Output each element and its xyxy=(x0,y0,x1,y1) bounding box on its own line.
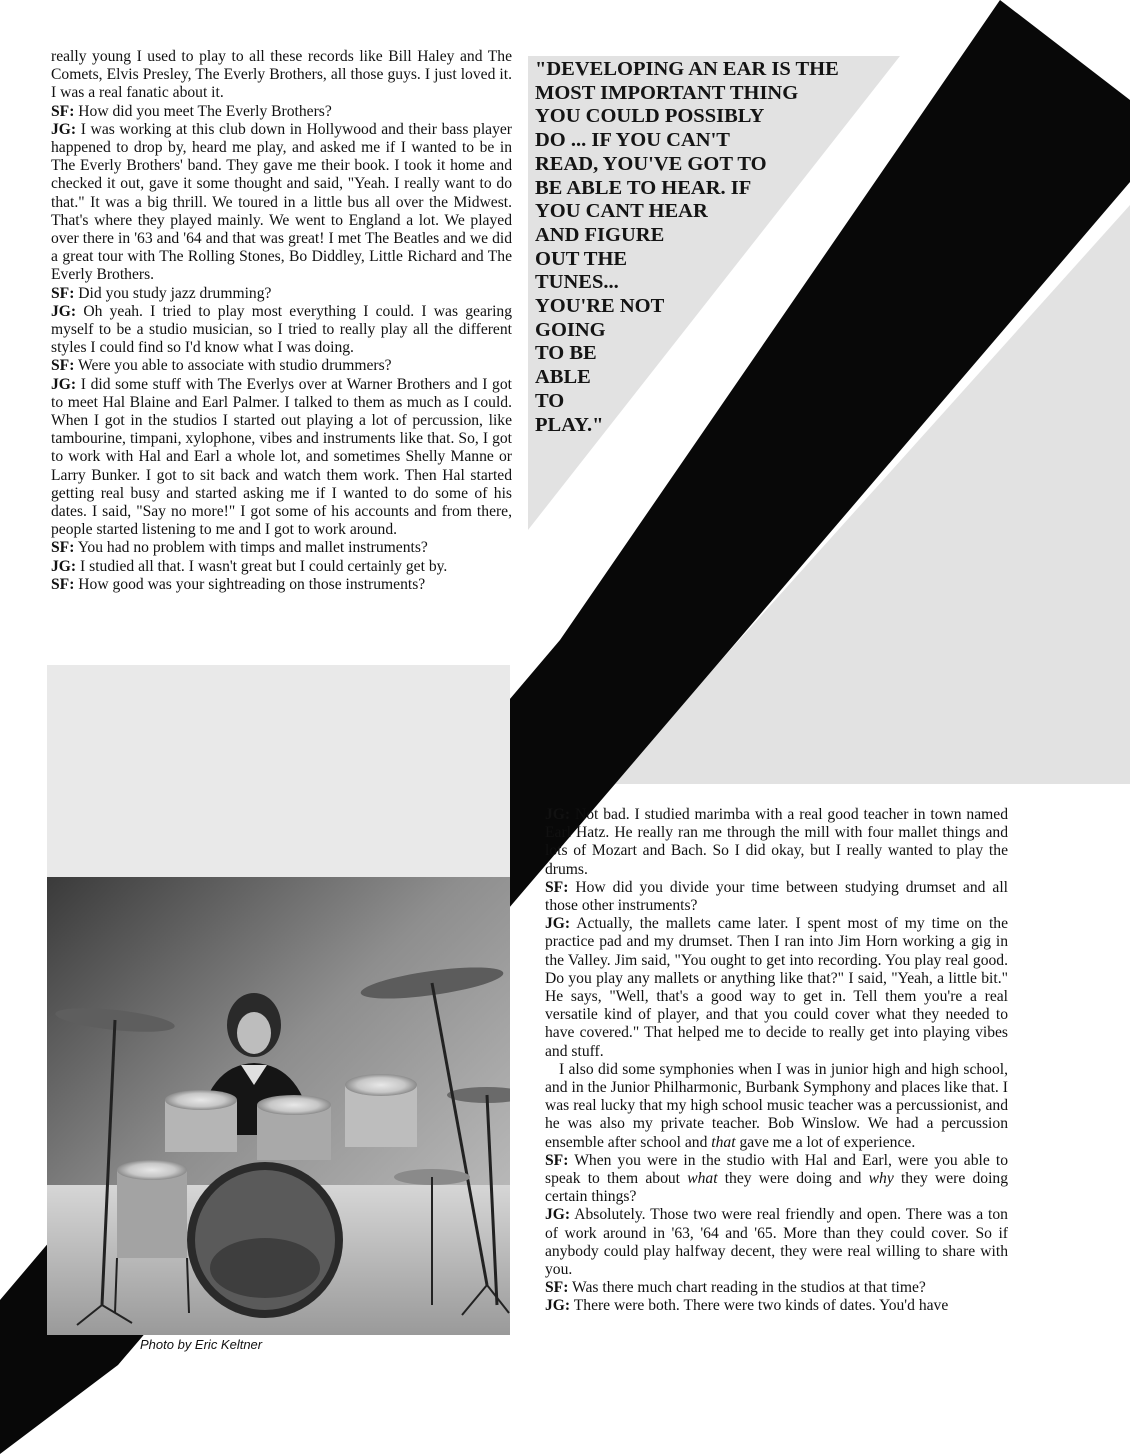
pull-quote-line: YOU'RE NOT xyxy=(535,295,665,318)
pull-quote-line: ABLE xyxy=(535,366,591,389)
speaker-label: SF: xyxy=(51,575,75,593)
speaker-label: JG: xyxy=(545,1206,571,1224)
paragraph: JG: I did some stuff with The Everlys over at Warner Brothers and I got to meet Hal Blaine and Earl Palmer. I talked to them as much as I could. When I got in the studios I started out playing a lot of percussion, like tambourine, timpani, xylophone, vibes and instruments like that. So, I got to work with Hal and Earl a whole lot, and sometimes Shelly Manne or Larry Bunker. I got to sit back and watch them work. Then Hal started getting real busy and started asking me if I wanted to do some of his dates. I said, "Say no more!" I got some of his accounts and from there, people started listening to me and I got to work around. xyxy=(51,375,512,539)
floor-tom xyxy=(117,1170,187,1258)
speaker-label: SF: xyxy=(51,102,75,120)
pull-quote-line: GOING xyxy=(535,318,606,341)
paragraph: I also did some symphonies when I was in junior high and high school, and in the Junior Philharmonic, Burbank Symphony and places like that. I was real lucky that my high school music teacher was a percussionist, and he was also my private teacher. Bob Winslow. We had a percussion ensemble after school and that gave me a lot of experience. xyxy=(545,1060,1008,1151)
pull-quote-line: "DEVELOPING AN EAR IS THE xyxy=(535,58,839,80)
drummer-photo xyxy=(47,665,510,1335)
paragraph: SF: Were you able to associate with studio drummers? xyxy=(51,357,392,375)
paragraph: JG: I was working at this club down in Hollywood and their bass player happened to drop by, heard me play, and asked me if I wanted to be in The Everly Brothers' band. They gave me their book. I took it home and checked it out, gave it some thought and said, "Yeah. I really want to do that." It was a big thrill. We toured in a little bus all over the Midwest. That's where they played mainly. We went to England a lot. We played over there in '63 and '64 and that was great! I met The Beatles and we did a great tour with The Rolling Stones, Bo Diddley, Little Richard and The Everly Brothers. xyxy=(51,120,512,284)
speaker-label: SF: xyxy=(545,878,569,896)
pull-quote-line: BE ABLE TO HEAR. IF xyxy=(535,176,752,199)
pull-quote-line: YOU CANT HEAR xyxy=(535,200,708,223)
speaker-label: JG: xyxy=(545,915,571,933)
speaker-label: SF: xyxy=(51,357,75,375)
right-text-column xyxy=(545,806,1008,1316)
pull-quote-line: YOU COULD POSSIBLY xyxy=(535,105,765,128)
speaker-label: JG: xyxy=(545,806,571,823)
speaker-label: JG: xyxy=(51,375,77,393)
paragraph: JG: Absolutely. Those two were real friendly and open. There was a ton of work around in '63, '64 and '65. More than they could cover. So if anybody could play halfway decent, they were real willing to share with you. xyxy=(545,1206,1008,1279)
pull-quote-line: OUT THE xyxy=(535,247,628,270)
speaker-label: SF: xyxy=(51,539,75,557)
paragraph: JG: Actually, the mallets came later. I spent most of my time on the practice pad and my drumset. Then I ran into Jim Horn working a gig in the Valley. Jim said, "You ought to get into recording. You play real good. Do you play any mallets or anything like that?" I said, "Yeah, a little bit." He says, "Well, that's a good way to get in. Tell them you're a real versatile kind of player, and that you could cover what they needed to have covered." That helped me to decide to really get into playing vibes and stuff. xyxy=(545,915,1008,1060)
paragraph: SF: You had no problem with timps and mallet instruments? xyxy=(51,539,428,557)
pull-quote-line: DO ... IF YOU CAN'T xyxy=(535,129,730,152)
speaker-label: JG: xyxy=(51,302,77,320)
pull-quote-line: TUNES... xyxy=(535,271,619,294)
pull-quote xyxy=(535,58,875,437)
pull-quote-line: TO BE xyxy=(535,342,597,365)
paragraph: JG: I studied all that. I wasn't great but I could certainly get by. xyxy=(51,557,448,575)
speaker-label: JG: xyxy=(545,1297,571,1315)
left-text-column xyxy=(51,48,512,594)
speaker-label: JG: xyxy=(51,557,77,575)
paragraph: SF: How did you meet The Everly Brothers? xyxy=(51,102,332,120)
pull-quote-line: READ, YOU'VE GOT TO xyxy=(535,152,767,175)
paragraph: SF: Did you study jazz drumming? xyxy=(51,284,272,302)
pull-quote-line: TO xyxy=(535,389,565,412)
paragraph: SF: How did you divide your time between studying drumset and all those other instruments? xyxy=(545,878,1009,915)
paragraph: really young I used to play to all these records like Bill Haley and The Comets, Elvis Presley, The Everly Brothers, all those guys. I just loved it. I was a real fanatic about it. xyxy=(51,48,512,102)
speaker-label: SF: xyxy=(545,1151,569,1169)
speaker-label: SF: xyxy=(545,1279,569,1297)
paragraph: JG: There were both. There were two kinds of dates. You'd have xyxy=(545,1297,949,1315)
photo-caption: Photo by Eric Keltner xyxy=(140,1337,263,1352)
pull-quote-line: PLAY." xyxy=(535,413,604,436)
paragraph: JG: Oh yeah. I tried to play most everything I could. I was gearing myself to be a studio musician, so I tried to really play all the different styles I could find so I'd know what I was doing. xyxy=(51,302,512,357)
paragraph: SF: When you were in the studio with Hal and Earl, were you able to speak to them about what they were doing and why they were doing certain things? xyxy=(545,1151,1009,1206)
speaker-label: JG: xyxy=(51,120,77,138)
pull-quote-line: MOST IMPORTANT THING xyxy=(535,81,799,104)
paragraph: SF: Was there much chart reading in the studios at that time? xyxy=(545,1279,926,1297)
pull-quote-line: AND FIGURE xyxy=(535,223,665,246)
paragraph: JG: Not bad. I studied marimba with a real good teacher in town named Earl Hatz. He really ran me through the mill with four mallet things and lots of Mozart and Bach. So I did okay, but I really wanted to play the drums. xyxy=(545,806,1008,878)
speaker-label: SF: xyxy=(51,284,75,302)
paragraph: SF: How good was your sightreading on those instruments? xyxy=(51,575,426,593)
